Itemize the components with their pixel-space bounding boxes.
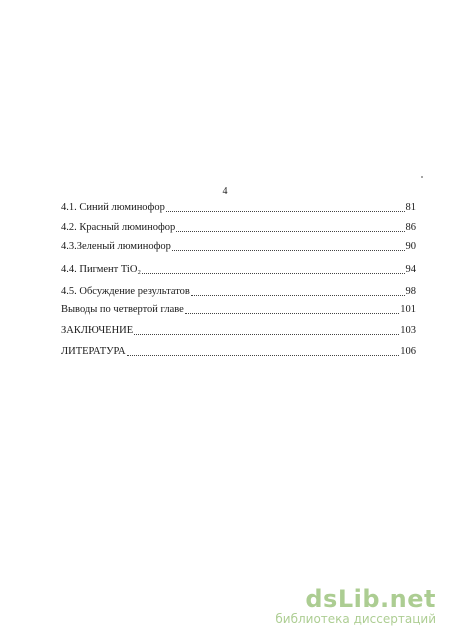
- scan-speck: [421, 176, 423, 178]
- toc-entry-title: ЗАКЛЮЧЕНИЕ: [61, 325, 134, 336]
- toc-entry-conclusion: [61, 324, 416, 338]
- toc-entry-4-3: [61, 240, 416, 254]
- toc-entry-4-2: [61, 221, 416, 235]
- dot-leader: [166, 210, 405, 212]
- toc-entry-page: 94: [405, 264, 416, 275]
- watermark: [275, 586, 436, 626]
- toc-entry-4-1: [61, 201, 416, 215]
- dot-leader: [134, 333, 399, 335]
- toc-entry-page: 98: [405, 286, 416, 297]
- toc-entry-title: ЛИТЕРАТУРА: [61, 346, 126, 357]
- toc-entry-title: 4.1. Синий люминофор: [61, 202, 165, 213]
- toc-entry-page: 106: [400, 346, 416, 357]
- toc-entry-page: 90: [405, 241, 416, 252]
- dot-leader: [191, 294, 405, 296]
- watermark-tagline: библиотека диссертаций: [275, 612, 436, 626]
- dot-leader: [176, 230, 404, 232]
- toc-entry-page: 101: [400, 304, 416, 315]
- dot-leader: [185, 312, 399, 314]
- toc-entry-literature: [61, 345, 416, 359]
- dot-leader: [172, 249, 405, 251]
- toc-entry-4-4: [61, 263, 416, 277]
- toc-entry-title: Выводы по четвертой главе: [61, 304, 184, 315]
- toc-entry-title: 4.3.Зеленый люминофор: [61, 241, 171, 252]
- dot-leader: [127, 354, 400, 356]
- toc-entry-title: 4.4. Пигмент TiO₂: [61, 264, 142, 275]
- toc-entry-title: 4.2. Красный люминофор: [61, 222, 176, 233]
- toc-entry-conclusions-ch4: [61, 303, 416, 317]
- toc-entry-4-5: [61, 285, 416, 299]
- toc-entry-page: 81: [405, 202, 416, 213]
- toc-entry-title: 4.5. Обсуждение результатов: [61, 286, 190, 297]
- dot-leader: [142, 272, 404, 274]
- watermark-logo: dsLib.net: [305, 585, 436, 613]
- toc-entry-page: 86: [405, 222, 416, 233]
- page-number: 4: [222, 186, 228, 197]
- toc-entry-page: 103: [400, 325, 416, 336]
